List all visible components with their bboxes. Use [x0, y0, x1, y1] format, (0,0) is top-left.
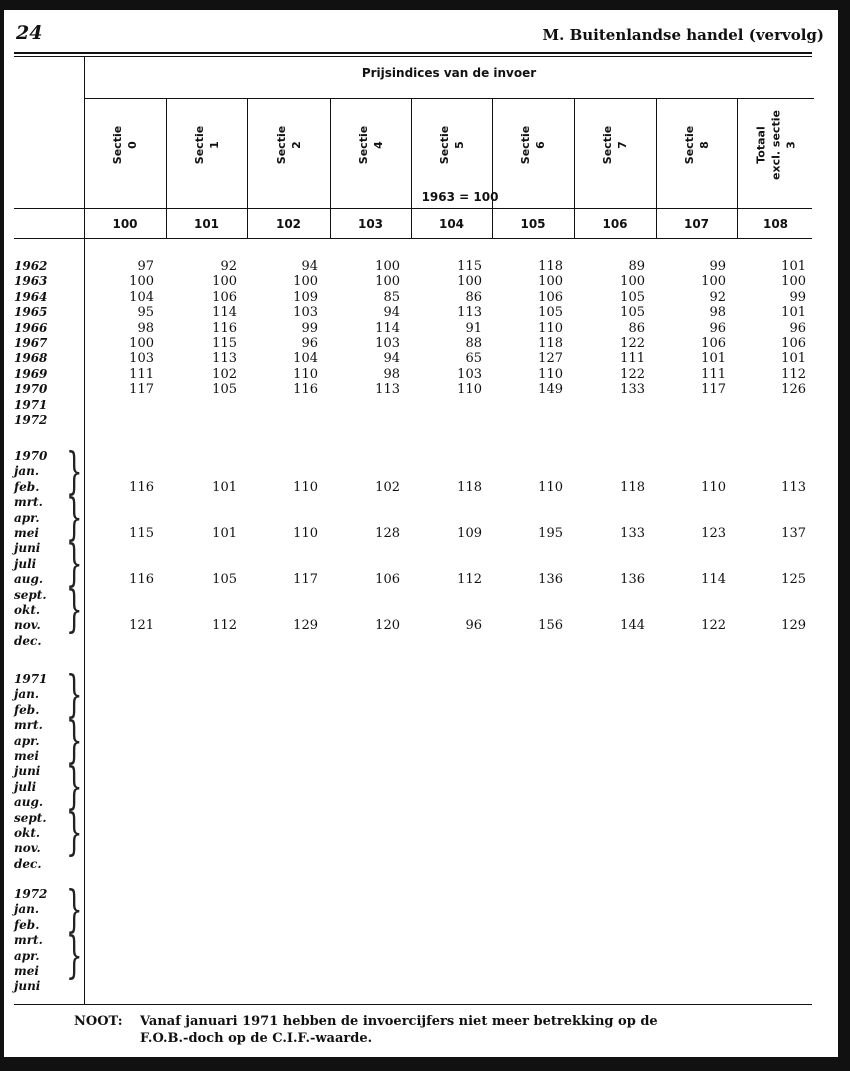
table-cell: 113: [375, 382, 400, 398]
month-label: nov.: [14, 841, 41, 856]
column-header-line: 5: [452, 141, 466, 149]
footnote-line-1: Vanaf januari 1971 hebben de invoercijfers niet meer betrekking op de: [140, 1014, 658, 1029]
table-cell: 111: [620, 351, 645, 367]
table-cell: 98: [709, 305, 726, 321]
column-header-line: Totaal: [754, 126, 767, 164]
table-cell: 118: [620, 479, 645, 495]
month-label: mrt.: [14, 495, 43, 510]
table-cell: 116: [129, 572, 154, 588]
table-cell: 136: [620, 572, 645, 588]
table-cell: 105: [212, 382, 237, 398]
year-label: 1967: [14, 336, 48, 350]
table-cell: 103: [293, 305, 318, 321]
table-cell: 111: [129, 366, 154, 382]
month-label: apr.: [14, 948, 40, 963]
table-cell: 105: [538, 305, 563, 321]
table-cell: 106: [538, 289, 563, 305]
column-header-line: 4: [371, 141, 385, 149]
table-cell: 112: [457, 572, 482, 588]
column-header: [492, 100, 574, 190]
month-label: mei: [14, 749, 39, 763]
column-number: 105: [520, 217, 546, 231]
table-cell: 86: [628, 320, 645, 336]
month-label: mei: [14, 964, 39, 978]
table-cell: 94: [301, 259, 318, 274]
table-cell: 92: [220, 259, 237, 274]
quarter-brace: }: [66, 536, 83, 594]
table-cell: 95: [137, 305, 154, 321]
column-header: [411, 100, 492, 190]
table-cell: 96: [465, 618, 482, 634]
table-cell: 149: [538, 382, 563, 398]
table-cell: 100: [701, 274, 726, 290]
scan-border-right: [838, 0, 850, 1071]
column-header-line: 0: [126, 141, 139, 149]
table-cell: 100: [375, 274, 400, 290]
table-cell: 96: [301, 336, 318, 351]
column-header-line: Sectie: [682, 125, 696, 165]
table-cell: 117: [701, 382, 726, 398]
column-header-label: [192, 126, 222, 164]
column-header-line: 6: [534, 141, 547, 149]
column-number: 103: [357, 217, 384, 231]
month-label: dec.: [14, 856, 42, 871]
stub-divider: [84, 56, 85, 1004]
quarter-brace: {: [66, 713, 83, 771]
table-cell: 106: [781, 336, 806, 351]
table-cell: 117: [129, 382, 154, 398]
column-header-line: Sectie: [192, 125, 206, 165]
quarter-brace: }: [66, 882, 83, 940]
table-cell: 137: [781, 526, 806, 541]
table-cell: 96: [789, 320, 806, 336]
table-cell: 99: [789, 289, 806, 305]
column-header: [84, 100, 166, 190]
table-cell: 118: [538, 259, 563, 274]
column-header-label: [753, 110, 798, 180]
table-cell: 129: [781, 618, 806, 634]
top-rule-thin: [14, 56, 812, 57]
table-cell: 100: [538, 274, 563, 290]
table-cell: 120: [375, 618, 400, 634]
column-header-label: [356, 126, 386, 164]
column-header: [330, 100, 411, 190]
quarter-brace: }: [66, 928, 83, 986]
month-label: sept.: [14, 810, 47, 825]
month-label: okt.: [14, 826, 41, 840]
column-header-line: Sectie: [111, 125, 124, 165]
year-label: 1971: [14, 397, 48, 412]
table-cell: 105: [620, 305, 645, 321]
table-cell: 122: [620, 366, 645, 382]
table-cell: 100: [129, 274, 154, 290]
table-cell: 113: [781, 479, 806, 495]
quarter-brace: }: [66, 444, 83, 502]
table-cell: 112: [212, 618, 237, 634]
column-number: 106: [602, 217, 628, 231]
month-label: mei: [14, 526, 39, 540]
column-header-line: Sectie: [356, 125, 370, 165]
table-cell: 115: [457, 259, 482, 274]
table-cell: 110: [538, 366, 563, 382]
column-header: [737, 100, 814, 190]
table-cell: 110: [538, 479, 563, 495]
table-cell: 144: [620, 618, 645, 634]
table-cell: 114: [375, 320, 400, 336]
month-label: mrt.: [14, 718, 43, 733]
column-header-label: [437, 126, 467, 164]
bottom-rule: [14, 1004, 812, 1005]
table-cell: 106: [212, 289, 237, 305]
table-cell: 122: [620, 336, 645, 351]
year-label: 1972: [14, 413, 48, 427]
column-header: [247, 100, 330, 190]
month-label: nov.: [14, 618, 41, 633]
table-cell: 85: [383, 289, 400, 305]
column-header-line: Sectie: [601, 125, 614, 165]
column-header-line: 3: [784, 141, 797, 149]
table-cell: 113: [212, 351, 237, 367]
table-cell: 111: [701, 366, 726, 382]
month-label: juli: [14, 556, 37, 571]
table-cell: 110: [293, 479, 318, 495]
table-cell: 89: [628, 259, 645, 274]
table-cell: 122: [701, 618, 726, 634]
table-cell: 98: [137, 320, 154, 336]
month-label: mrt.: [14, 933, 43, 948]
table-cell: 86: [465, 289, 482, 305]
table-cell: 100: [212, 274, 237, 290]
column-header-label: [682, 126, 712, 164]
table-cell: 101: [212, 479, 237, 495]
month-label: feb.: [14, 479, 40, 494]
month-label: jan.: [14, 687, 40, 702]
table-cell: 110: [457, 382, 482, 398]
table-cell: 116: [129, 479, 154, 495]
table-cell: 112: [781, 366, 806, 382]
table-cell: 114: [212, 305, 237, 321]
table-cell: 104: [293, 351, 318, 367]
column-header: [574, 100, 656, 190]
month-label: feb.: [14, 917, 40, 932]
group-title: Prijsindices van de invoer: [361, 66, 537, 80]
column-header-label: [274, 126, 304, 164]
table-cell: 109: [457, 526, 482, 541]
table-cell: 104: [129, 289, 154, 305]
table-cell: 94: [383, 351, 400, 367]
column-header-label: [518, 126, 548, 164]
table-cell: 118: [538, 336, 563, 351]
table-cell: 133: [620, 526, 645, 541]
table-cell: 106: [701, 336, 726, 351]
table-cell: 110: [293, 526, 318, 541]
table-cell: 110: [538, 320, 563, 336]
table-cell: 100: [781, 274, 806, 290]
table-cell: 126: [781, 382, 806, 398]
month-label: juni: [14, 979, 41, 994]
table-cell: 156: [538, 618, 563, 634]
table-cell: 101: [781, 305, 806, 321]
table-cell: 100: [375, 259, 400, 274]
month-label: feb.: [14, 702, 40, 717]
table-cell: 116: [212, 320, 237, 336]
table-cell: 105: [212, 572, 237, 588]
column-number: 101: [193, 217, 220, 231]
table-cell: 115: [212, 336, 237, 351]
table-cell: 98: [383, 366, 400, 382]
column-number: 100: [112, 217, 138, 231]
footnote: [74, 1013, 714, 1047]
table-cell: 101: [781, 351, 806, 367]
block-1971-year: 1971: [14, 672, 48, 686]
month-label: dec.: [14, 633, 42, 648]
table-cell: 136: [538, 572, 563, 588]
table-cell: 100: [293, 274, 318, 290]
table-cell: 100: [620, 274, 645, 290]
column-header-line: 2: [289, 141, 303, 149]
table-cell: 106: [375, 572, 400, 588]
year-label: 1964: [14, 289, 48, 304]
table-cell: 113: [457, 305, 482, 321]
footnote-label: NOOT:: [74, 1014, 123, 1029]
quarter-brace: }: [66, 582, 83, 640]
table-cell: 105: [620, 289, 645, 305]
column-number: 107: [683, 217, 710, 231]
table-cell: 128: [375, 526, 400, 541]
table-cell: 195: [538, 526, 563, 541]
month-label: juni: [14, 764, 41, 779]
table-cell: 117: [293, 572, 318, 588]
column-header-line: Sectie: [519, 125, 532, 165]
table-cell: 99: [709, 259, 726, 274]
table-cell: 101: [212, 526, 237, 541]
table-cell: 103: [129, 351, 154, 367]
table-cell: 97: [137, 259, 154, 274]
year-label: 1966: [14, 320, 48, 335]
column-header-line: excl. sectie: [769, 110, 782, 180]
month-label: jan.: [14, 464, 40, 479]
column-number: 104: [438, 217, 465, 231]
table-cell: 101: [781, 259, 806, 274]
column-header-line: 7: [616, 141, 629, 149]
page-number: 24: [16, 22, 43, 44]
table-cell: 127: [538, 351, 563, 367]
column-header-label: [110, 126, 140, 164]
year-label: 1970: [14, 382, 48, 397]
month-label: okt.: [14, 603, 41, 617]
table-cell: 121: [129, 618, 154, 634]
column-header-line: 8: [697, 141, 711, 149]
column-number: 102: [275, 217, 302, 231]
year-label: 1963: [14, 274, 48, 289]
quarter-brace: {: [66, 805, 83, 863]
block-1970-year: 1970: [14, 449, 48, 463]
table-cell: 125: [781, 572, 806, 588]
base-year-label: 1963 = 100: [421, 190, 499, 204]
colnum-rule: [14, 238, 812, 239]
month-label: apr.: [14, 733, 40, 748]
table-cell: 116: [293, 382, 318, 398]
month-label: juli: [14, 779, 37, 794]
page-title: M. Buitenlandse handel (vervolg): [542, 26, 824, 44]
column-header-line: Sectie: [274, 125, 288, 165]
column-header-line: Sectie: [437, 125, 451, 165]
group-rule: [84, 98, 814, 99]
top-rule: [14, 52, 812, 54]
year-label: 1965: [14, 305, 48, 320]
column-header: [656, 100, 737, 190]
table-cell: 123: [701, 526, 726, 541]
year-label: 1968: [14, 351, 48, 366]
quarter-brace: {: [66, 759, 83, 817]
quarter-brace: }: [66, 490, 83, 548]
month-label: aug.: [14, 795, 44, 810]
table-cell: 92: [709, 289, 726, 305]
quarter-brace: {: [66, 667, 83, 725]
column-header-label: [600, 126, 630, 164]
table-cell: 103: [457, 366, 482, 382]
table-cell: 102: [212, 366, 237, 382]
table-cell: 114: [701, 572, 726, 588]
scan-border-left: [0, 0, 4, 1071]
table-cell: 88: [465, 336, 482, 351]
month-label: jan.: [14, 902, 40, 917]
footnote-line-2: F.O.B.-doch op de C.I.F.-waarde.: [140, 1031, 373, 1046]
table-cell: 91: [465, 320, 482, 336]
table-cell: 96: [709, 320, 726, 336]
month-label: juni: [14, 541, 41, 556]
table-cell: 115: [129, 526, 154, 541]
year-label: 1962: [14, 259, 48, 273]
table-cell: 109: [293, 289, 318, 305]
header-rule: [14, 208, 812, 209]
scan-border-top: [0, 0, 850, 10]
table-cell: 102: [375, 479, 400, 495]
table-cell: 100: [129, 336, 154, 351]
table-cell: 118: [457, 479, 482, 495]
table-cell: 99: [301, 320, 318, 336]
table-cell: 133: [620, 382, 645, 398]
month-label: apr.: [14, 510, 40, 525]
column-number: 108: [762, 217, 789, 231]
table-cell: 103: [375, 336, 400, 351]
column-header: [166, 100, 247, 190]
table-cell: 110: [701, 479, 726, 495]
table-cell: 65: [465, 351, 482, 367]
month-label: aug.: [14, 572, 44, 587]
table-cell: 94: [383, 305, 400, 321]
scan-border-bottom: [0, 1057, 850, 1071]
table-cell: 129: [293, 618, 318, 634]
column-header-line: 1: [207, 141, 221, 149]
table-cell: 100: [457, 274, 482, 290]
table-cell: 110: [293, 366, 318, 382]
year-label: 1969: [14, 366, 48, 381]
block-1972-year: 1972: [14, 887, 48, 901]
month-label: sept.: [14, 587, 47, 602]
table-cell: 101: [701, 351, 726, 367]
